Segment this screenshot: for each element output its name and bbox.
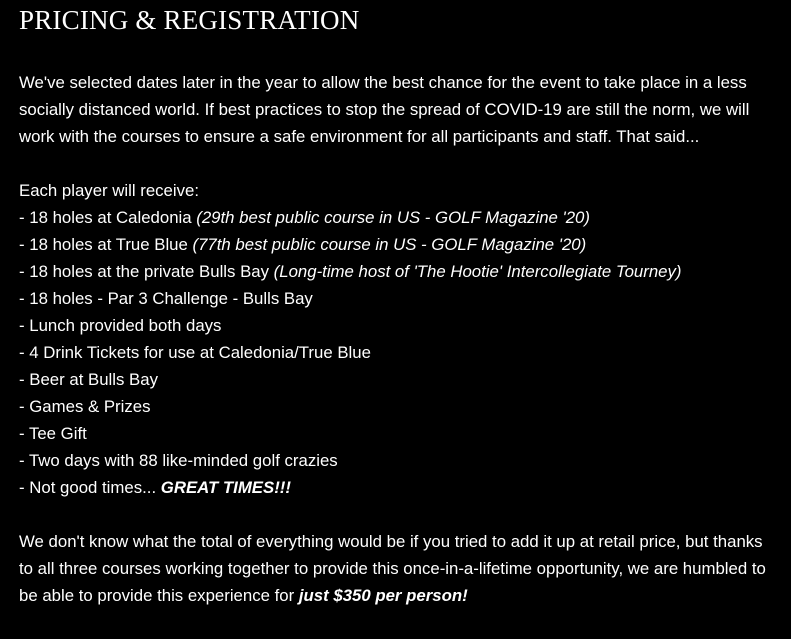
list-item: - Lunch provided both days [19, 316, 222, 335]
included-items-list [19, 204, 772, 501]
list-item: - Not good times... GREAT TIMES!!! [19, 478, 291, 497]
closing-paragraph: We don't know what the total of everything would be if you tried to add it up at retail price, but thanks to all three courses working together to provide this once-in-a-lifetime opportunity, we are humbled to be able to provide this experience for just $350 per person! [19, 532, 766, 605]
list-item: - 18 holes at the private Bulls Bay (Long-time host of 'The Hootie' Intercollegiate Tourney) [19, 262, 682, 281]
list-item: - 18 holes at True Blue (77th best public course in US - GOLF Magazine '20) [19, 235, 587, 254]
paragraph-spacer [19, 501, 772, 528]
body-content [19, 69, 772, 609]
intro-paragraph: We've selected dates later in the year to allow the best chance for the event to take place in a less socially distanced world. If best practices to stop the spread of COVID-19 are still the norm, we will work with the courses to ensure a safe environment for all participants and staff. That said... [19, 73, 750, 146]
list-item: - Games & Prizes [19, 397, 151, 416]
page-title: PRICING & REGISTRATION [19, 5, 360, 35]
price-emphasis: just $350 per person! [298, 586, 468, 605]
list-item: - 4 Drink Tickets for use at Caledonia/True Blue [19, 343, 371, 362]
list-item: - Beer at Bulls Bay [19, 370, 158, 389]
list-item: - 18 holes at Caledonia (29th best public course in US - GOLF Magazine '20) [19, 208, 590, 227]
receive-heading: Each player will receive: [19, 181, 200, 200]
great-times-emphasis: GREAT TIMES!!! [160, 478, 291, 497]
list-item: - 18 holes - Par 3 Challenge - Bulls Bay [19, 289, 313, 308]
list-item: - Tee Gift [19, 424, 87, 443]
list-item: - Two days with 88 like-minded golf crazies [19, 451, 338, 470]
paragraph-spacer [19, 150, 772, 177]
